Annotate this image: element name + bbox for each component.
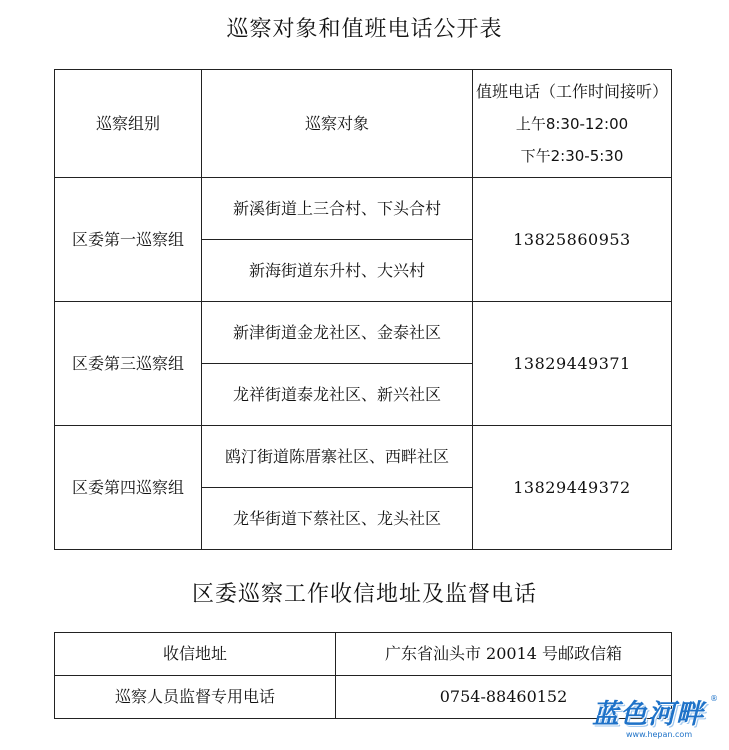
watermark-url: www.hepan.com [626, 730, 693, 739]
table-row [55, 302, 672, 364]
row-label: 巡察人员监督专用电话 [55, 676, 336, 719]
target-cell: 新津街道金龙社区、金泰社区 [202, 302, 473, 364]
section-title: 区委巡察工作收信地址及监督电话 [191, 582, 537, 607]
header-group: 巡察组别 [55, 70, 202, 178]
duty-phone-table [54, 69, 672, 550]
group-name: 区委第四巡察组 [55, 426, 202, 550]
row-label: 收信地址 [55, 633, 336, 676]
target-cell: 龙华街道下蔡社区、龙头社区 [202, 488, 473, 550]
header-target: 巡察对象 [202, 70, 473, 178]
table-row [55, 178, 672, 240]
target-cell: 新海街道东升村、大兴村 [202, 240, 473, 302]
header-phone [473, 70, 672, 178]
watermark-logo [592, 690, 722, 746]
target-cell: 龙祥街道泰龙社区、新兴社区 [202, 364, 473, 426]
header-morning-hours: 上午8:30-12:00 [515, 114, 629, 133]
phone-number: 13825860953 [473, 178, 672, 302]
contact-table [54, 632, 672, 719]
table-header-row [55, 70, 672, 178]
table-row [55, 676, 672, 719]
row-value: 广东省汕头市 20014 号邮政信箱 [336, 633, 672, 676]
group-name: 区委第三巡察组 [55, 302, 202, 426]
target-cell: 新溪街道上三合村、下头合村 [202, 178, 473, 240]
watermark-text: 蓝色河畔 [592, 699, 704, 730]
page-title: 巡察对象和值班电话公开表 [226, 17, 503, 42]
row-value: 0754-88460152 [336, 676, 672, 719]
header-phone-title: 值班电话（工作时间接听） [475, 81, 668, 101]
phone-number: 13829449372 [473, 426, 672, 550]
table-row [55, 426, 672, 488]
registered-mark: ® [710, 694, 718, 703]
table-row [55, 633, 672, 676]
group-name: 区委第一巡察组 [55, 178, 202, 302]
header-afternoon-hours: 下午2:30-5:30 [520, 146, 624, 165]
target-cell: 鸥汀街道陈厝寨社区、西畔社区 [202, 426, 473, 488]
phone-number: 13829449371 [473, 302, 672, 426]
